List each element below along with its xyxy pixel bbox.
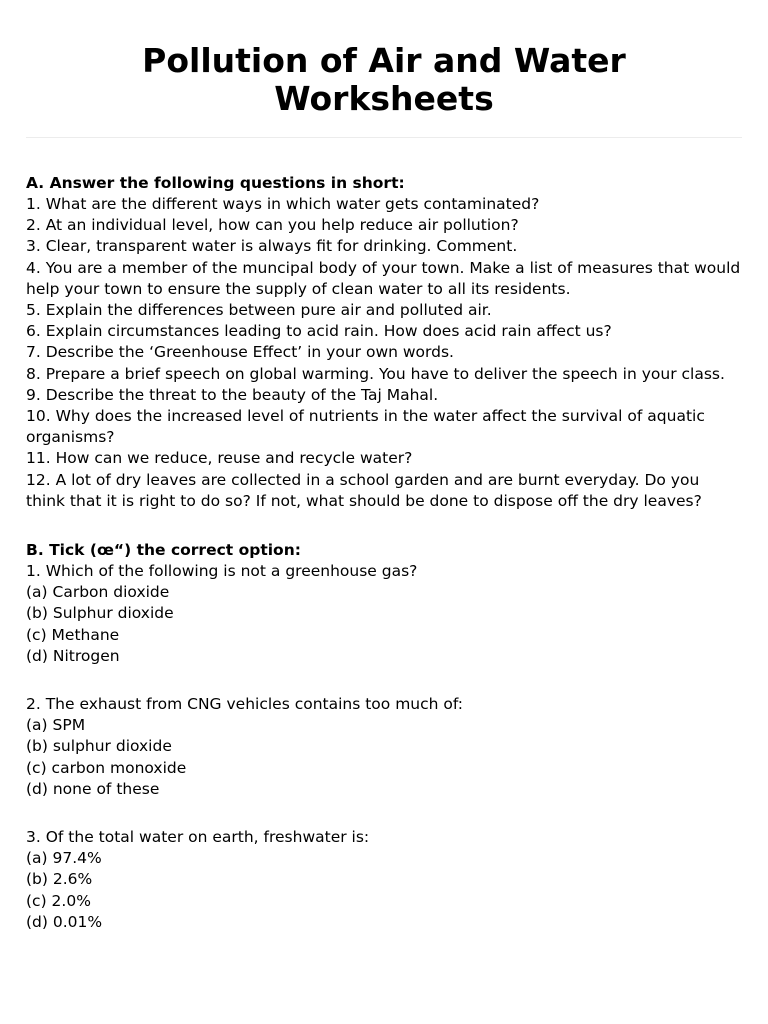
section-a-question: 9. Describe the threat to the beauty of the Taj Mahal. xyxy=(26,385,439,404)
title-divider xyxy=(26,137,742,138)
mcq-option: (d) Nitrogen xyxy=(26,646,120,665)
mcq-option: (a) SPM xyxy=(26,716,86,735)
mcq-option: (b) Sulphur dioxide xyxy=(26,604,174,623)
section-a-question: 12. A lot of dry leaves are collected in a school garden and are burnt everyday. Do you think that it is right to do so? If not, what should be done to dispose off the dry leaves? xyxy=(26,470,702,510)
mcq-options xyxy=(26,715,742,800)
page-title-line-2: Worksheets xyxy=(274,79,494,118)
page-title-line-1: Pollution of Air and Water xyxy=(142,41,626,80)
mcq-options xyxy=(26,582,742,667)
mcq-option: (a) 97.4% xyxy=(26,849,102,868)
mcq-option: (c) 2.0% xyxy=(26,891,91,910)
mcq-question-text: 3. Of the total water on earth, freshwater is: xyxy=(26,828,370,847)
mcq-option: (b) sulphur dioxide xyxy=(26,737,172,756)
mcq-option: (a) Carbon dioxide xyxy=(26,583,170,602)
mcq-option: (d) none of these xyxy=(26,779,160,798)
section-a-heading: A. Answer the following questions in short: xyxy=(26,174,405,192)
mcq-option: (c) Methane xyxy=(26,625,120,644)
section-a-question: 4. You are a member of the muncipal body of your town. Make a list of measures that would help your town to ensure the supply of clean water to all its residents. xyxy=(26,258,741,298)
section-a-question: 6. Explain circumstances leading to acid rain. How does acid rain affect us? xyxy=(26,322,612,341)
mcq-question-3 xyxy=(26,827,742,933)
mcq-question-2 xyxy=(26,694,742,800)
section-a-question: 10. Why does the increased level of nutrients in the water affect the survival of aquatic organisms? xyxy=(26,407,705,447)
page-title xyxy=(26,0,742,118)
mcq-question-text: 2. The exhaust from CNG vehicles contains too much of: xyxy=(26,695,464,714)
section-b-heading: B. Tick (œ“) the correct option: xyxy=(26,541,301,560)
section-a-question: 2. At an individual level, how can you help reduce air pollution? xyxy=(26,216,519,235)
section-a xyxy=(26,173,742,512)
section-a-question-list xyxy=(26,194,742,512)
section-a-question: 3. Clear, transparent water is always fit for drinking. Comment. xyxy=(26,237,518,256)
mcq-question-1 xyxy=(26,561,742,667)
mcq-option: (d) 0.01% xyxy=(26,912,103,931)
mcq-question-text: 1. Which of the following is not a greenhouse gas? xyxy=(26,562,418,581)
mcq-option: (c) carbon monoxide xyxy=(26,758,187,777)
section-a-question: 1. What are the different ways in which water gets contaminated? xyxy=(26,195,540,213)
section-b xyxy=(26,540,742,933)
section-a-question: 11. How can we reduce, reuse and recycle water? xyxy=(26,449,413,468)
mcq-option: (b) 2.6% xyxy=(26,870,93,889)
section-a-question: 7. Describe the ‘Greenhouse Effect’ in your own words. xyxy=(26,343,454,362)
section-a-question: 8. Prepare a brief speech on global warming. You have to deliver the speech in your class. xyxy=(26,364,725,383)
mcq-options xyxy=(26,848,742,933)
section-a-question: 5. Explain the differences between pure air and polluted air. xyxy=(26,301,492,320)
